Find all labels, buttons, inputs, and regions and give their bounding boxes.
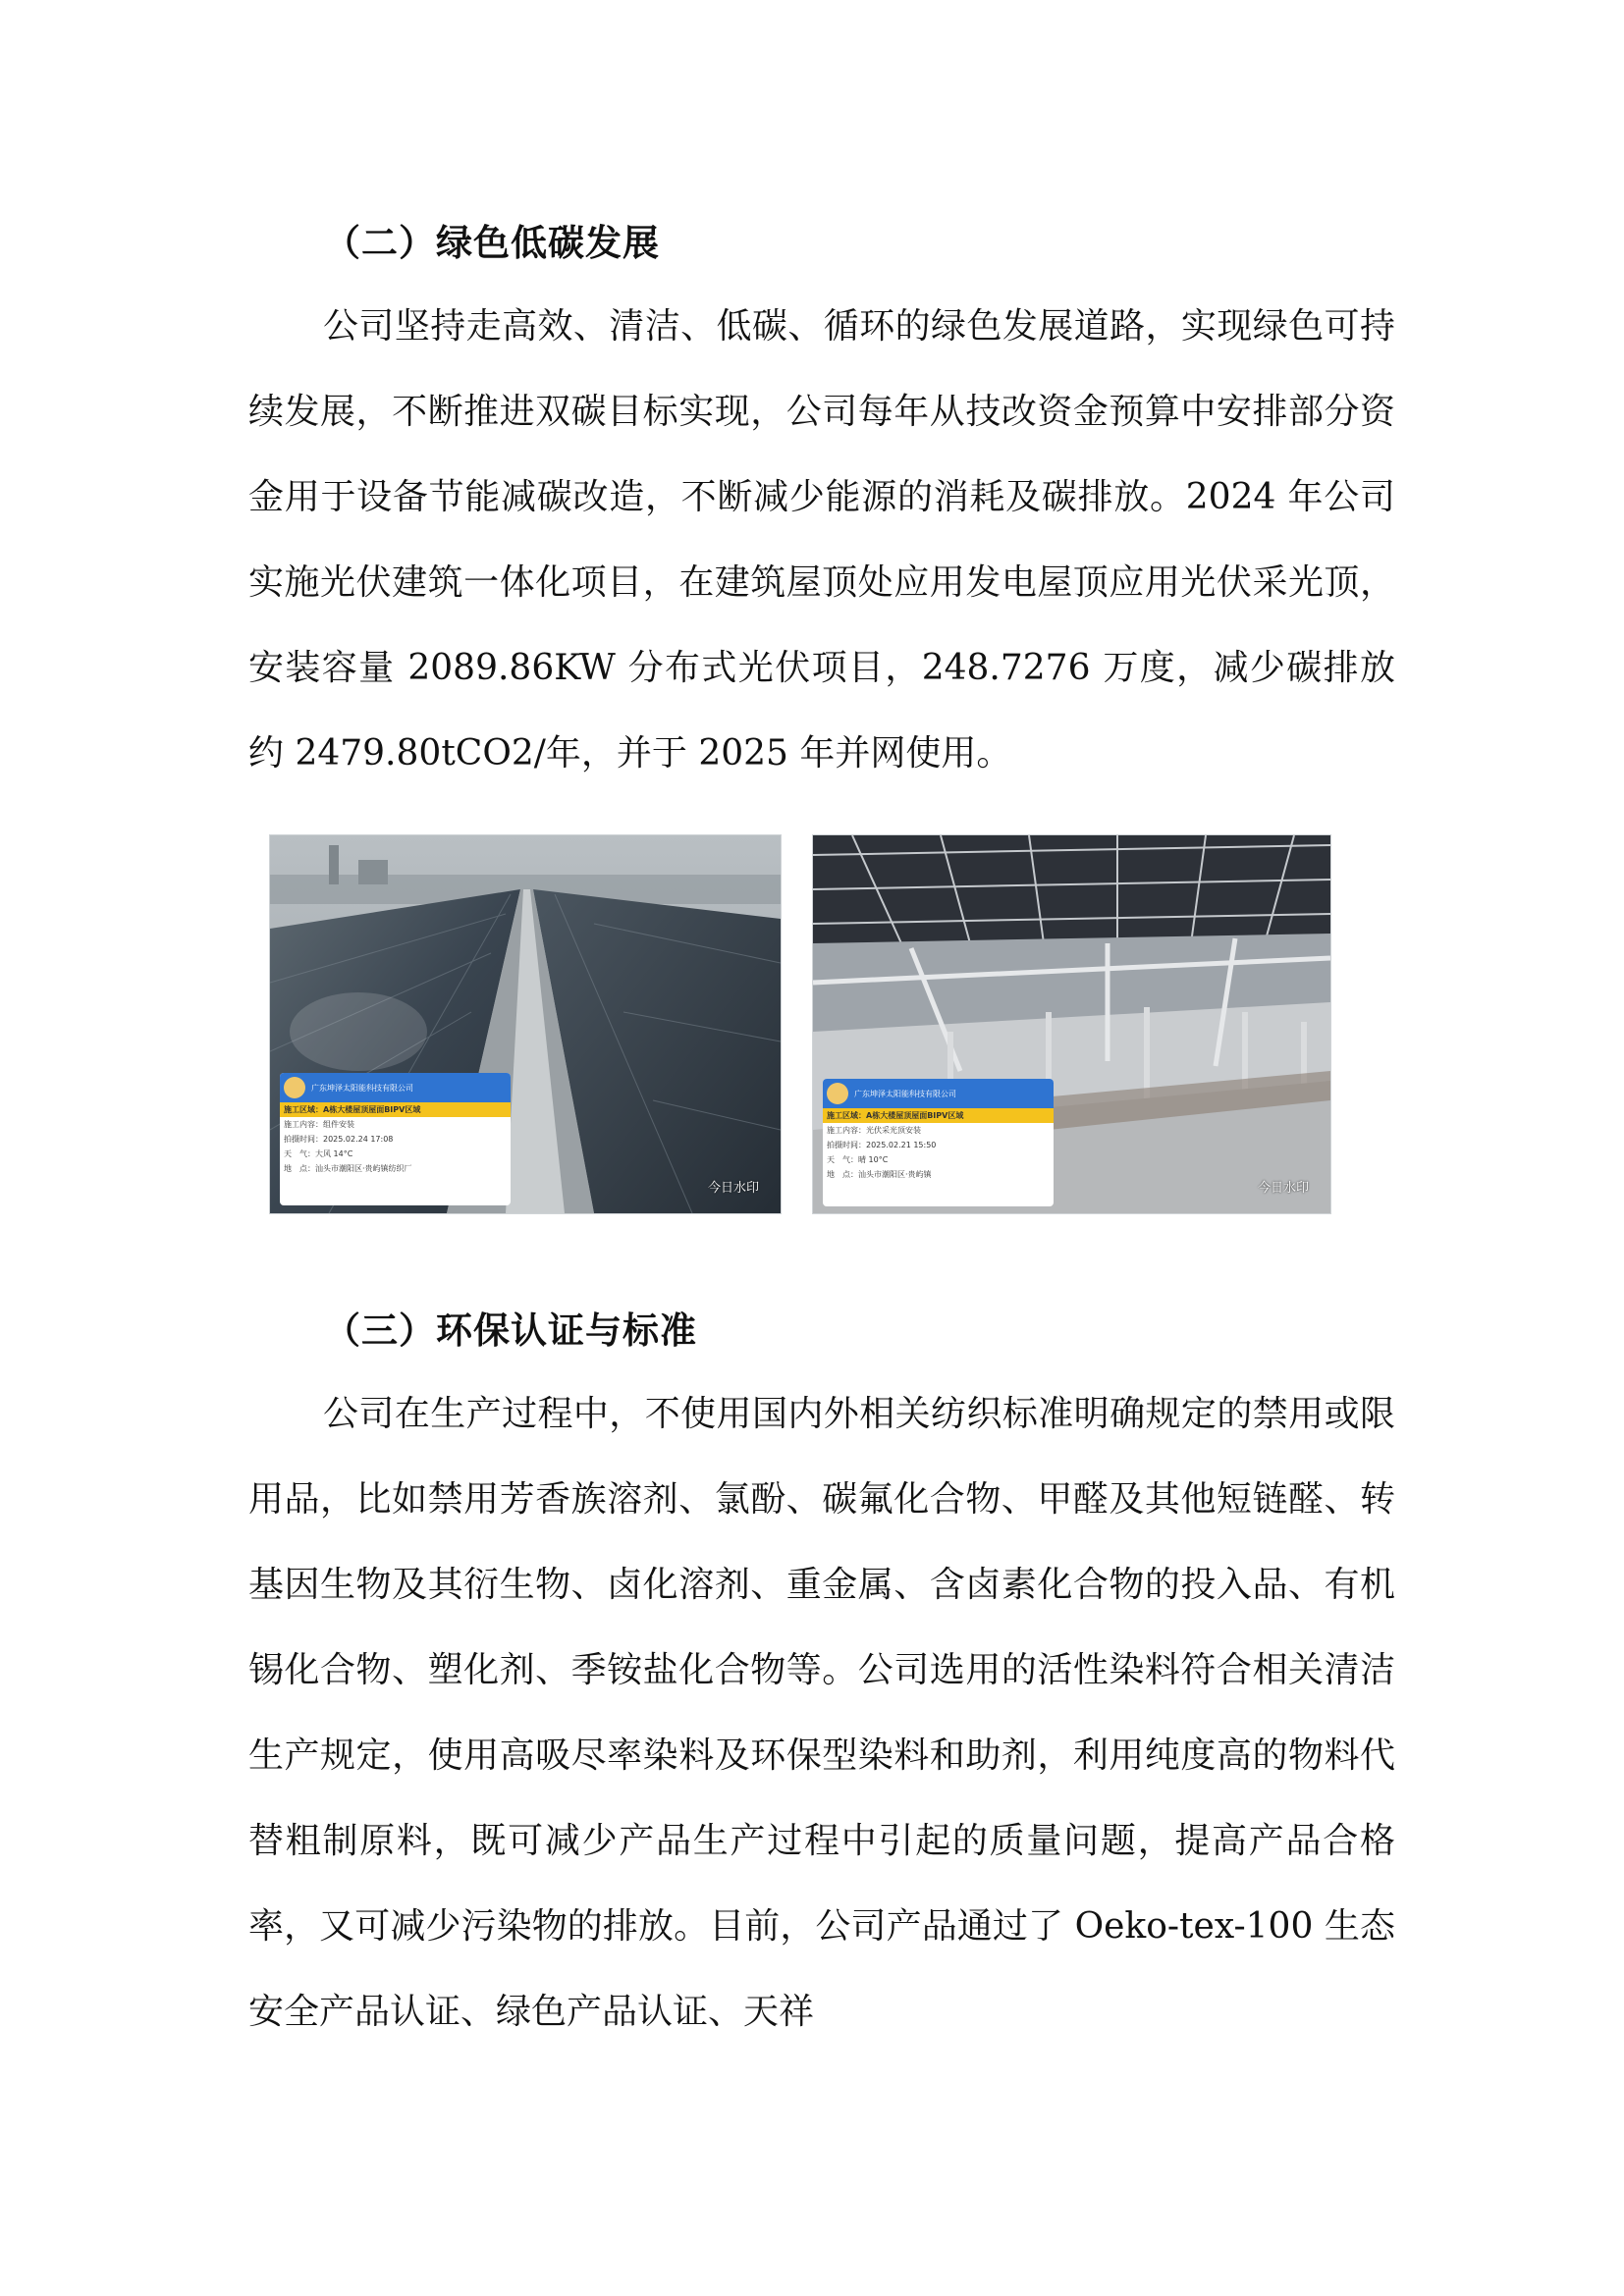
card-line: 天 气：晴 10°C [827, 1155, 889, 1164]
watermark-info-card [280, 1073, 511, 1205]
rooftop-solar-photo [269, 834, 782, 1214]
watermark-info-card [823, 1079, 1054, 1206]
card-line: 地 点：汕头市潮阳区·贵屿镇纺织厂 [284, 1164, 412, 1173]
card-line: 拍摄时间：2025.02.21 15:50 [827, 1141, 937, 1149]
pv-skylight-photo [812, 834, 1331, 1214]
section-2-heading: （二）绿色低碳发展 [324, 222, 660, 264]
card-area: 施工区域：A栋大楼屋顶屋面BIPV区域 [823, 1108, 1054, 1123]
card-line: 施工内容：光伏采光顶安装 [827, 1126, 921, 1135]
company-logo [284, 1077, 305, 1098]
watermark-label: 今日水印 [1257, 1181, 1309, 1196]
company-logo [827, 1083, 848, 1104]
section-3-heading: （三）环保认证与标准 [324, 1309, 697, 1352]
card-line: 地 点：汕头市潮阳区·贵屿镇 [827, 1170, 932, 1179]
card-line: 施工内容：组件安装 [284, 1120, 354, 1129]
watermark-label: 今日水印 [707, 1181, 759, 1196]
card-area: 施工区域：A栋大楼屋顶屋面BIPV区域 [280, 1102, 511, 1117]
section-3-paragraph: 公司在生产过程中，不使用国内外相关纺织标准明确规定的禁用或限用品，比如禁用芳香族溶剂、氯酚、碳氟化合物、甲醛及其他短链醛、转基因生物及其衍生物、卤化溶剂、重金属、含卤素化合物的投入品、有机锡化合物、塑化剂、季铵盐化合物等。公司选用的活性染料符合相关清洁生产规定，使用高吸尽率染料及环保型染料和助剂，利用纯度高的物料代替粗制原料，既可减少产品生产过程中引起的质量问题，提高产品合格率，又可减少污染物的排放。目前，公司产品通过了 Oeko-tex-100 生态安全产品认证、绿色产品认证、天祥 [248, 1394, 1395, 2032]
card-line: 天 气：大风 14°C [284, 1149, 353, 1158]
card-company: 广东坤泽太阳能科技有限公司 [311, 1083, 413, 1093]
section-2-paragraph: 公司坚持走高效、清洁、低碳、循环的绿色发展道路，实现绿色可持续发展，不断推进双碳目标实现，公司每年从技改资金预算中安排部分资金用于设备节能减碳改造，不断减少能源的消耗及碳排放。2024 年公司实施光伏建筑一体化项目，在建筑屋顶处应用发电屋顶应用光伏采光顶，安装容量 2089.86KW 分布式光伏项目，248.7276 万度，减少碳排放约 2479.80tCO2/年，并于 2025 年并网使用。 [248, 306, 1395, 774]
card-line: 拍摄时间：2025.02.24 17:08 [284, 1135, 394, 1144]
card-company: 广东坤泽太阳能科技有限公司 [854, 1089, 956, 1098]
